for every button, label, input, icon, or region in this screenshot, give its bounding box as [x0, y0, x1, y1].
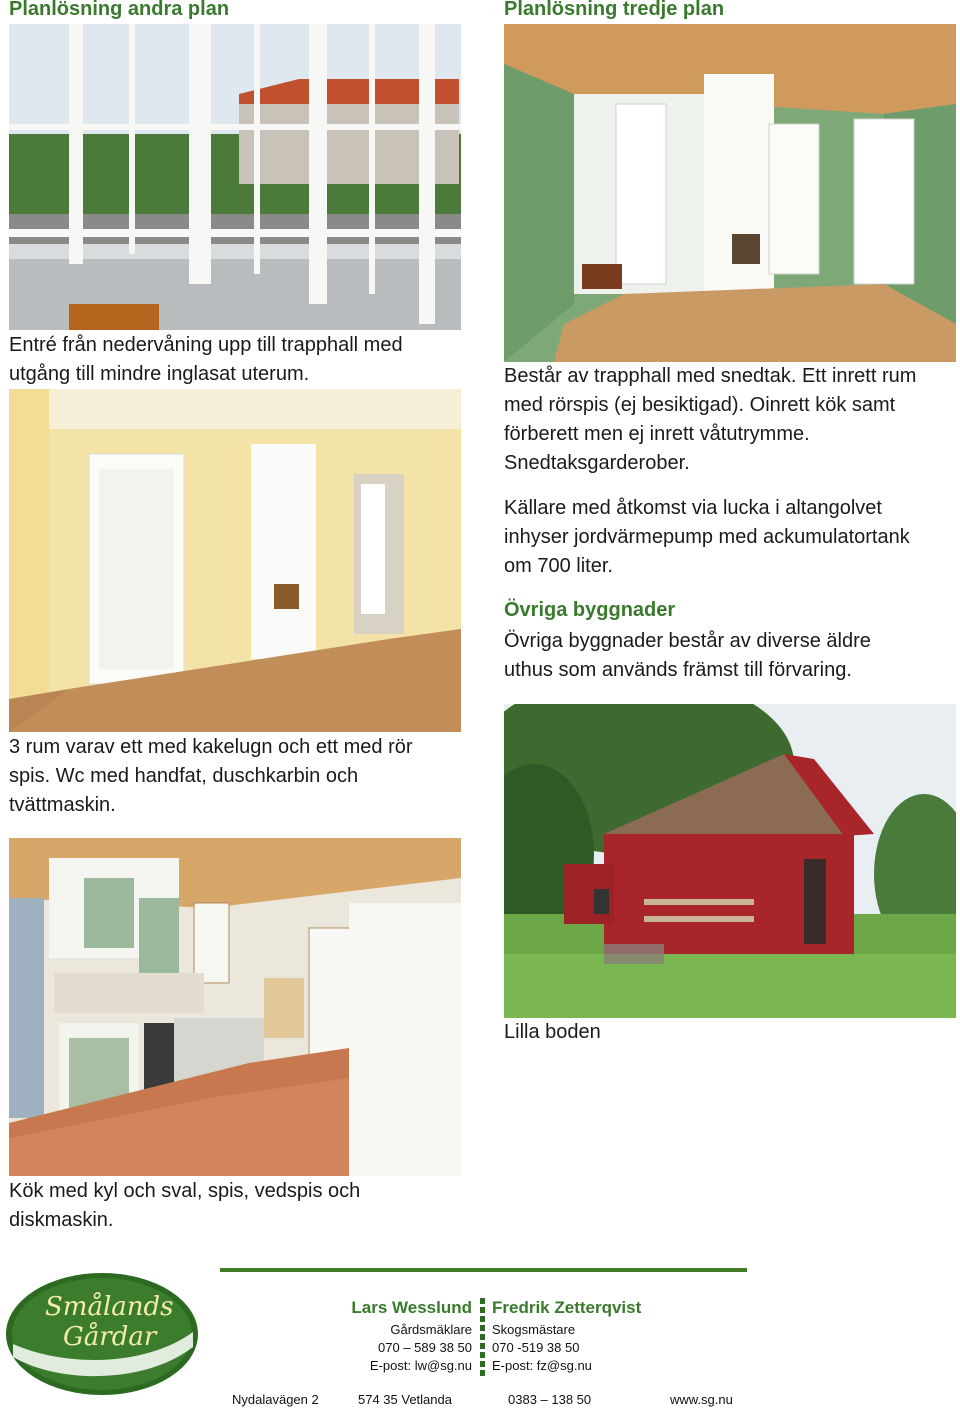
footer-postal: 574 35 Vetlanda [358, 1392, 452, 1407]
contact-lars [351, 1296, 472, 1375]
paragraph-third-floor: Består av trapphall med snedtak. Ett inrett rum med rörspis (ej besiktigad). Oinrett kök samt förberett men ej inrett våtutrymme. Snedtaksgarderober. [504, 365, 917, 474]
agent2-email[interactable]: E-post: fz@sg.nu [492, 1358, 592, 1373]
logo-text: Smålands Gårdar [45, 1292, 174, 1352]
photo-room-tiled-stove [9, 389, 461, 732]
photo-red-shed [504, 704, 956, 1018]
contact-fredrik [492, 1296, 641, 1375]
agent1-title: Gårdsmäklare [390, 1322, 472, 1337]
agent2-title: Skogsmästare [492, 1322, 576, 1337]
agent1-name: Lars Wesslund [351, 1298, 472, 1317]
caption-rooms: 3 rum varav ett med kakelugn och ett med rör spis. Wc med handfat, duschkarbin och tvättmaskin. [9, 736, 413, 816]
paragraph-basement: Källare med åtkomst via lucka i altangolvet inhyser jordvärmepump med ackumulatortank om 700 liter. [504, 497, 910, 577]
footer-address: Nydalavägen 2 [232, 1392, 319, 1407]
agent2-name: Fredrik Zetterqvist [492, 1298, 642, 1317]
footer-office-phone: 0383 – 138 50 [508, 1392, 592, 1407]
agent1-email[interactable]: E-post: lw@sg.nu [369, 1358, 472, 1373]
heading-third-floor: Planlösning tredje plan [504, 0, 725, 20]
photo-attic-room [504, 24, 956, 362]
contact-separator [480, 1298, 485, 1376]
logo [5, 1272, 200, 1396]
subheading-other-buildings: Övriga byggnader [504, 599, 676, 621]
footer-website[interactable]: www.sg.nu [670, 1392, 733, 1407]
footer-divider [220, 1268, 747, 1272]
caption-entrance: Entré från nedervåning upp till trapphall med utgång till mindre inglasat uterum. [9, 334, 403, 385]
photo-glassed-veranda [9, 24, 461, 330]
paragraph-other-buildings: Övriga byggnader består av diverse äldre uthus som används främst till förvaring. [504, 630, 871, 681]
photo-kitchen [9, 838, 461, 1176]
heading-second-floor: Planlösning andra plan [9, 0, 230, 20]
agent2-phone: 070 -519 38 50 [492, 1340, 580, 1355]
agent1-phone: 070 – 589 38 50 [378, 1340, 472, 1355]
caption-kitchen: Kök med kyl och sval, spis, vedspis och diskmaskin. [9, 1180, 361, 1231]
caption-shed: Lilla boden [504, 1021, 601, 1043]
